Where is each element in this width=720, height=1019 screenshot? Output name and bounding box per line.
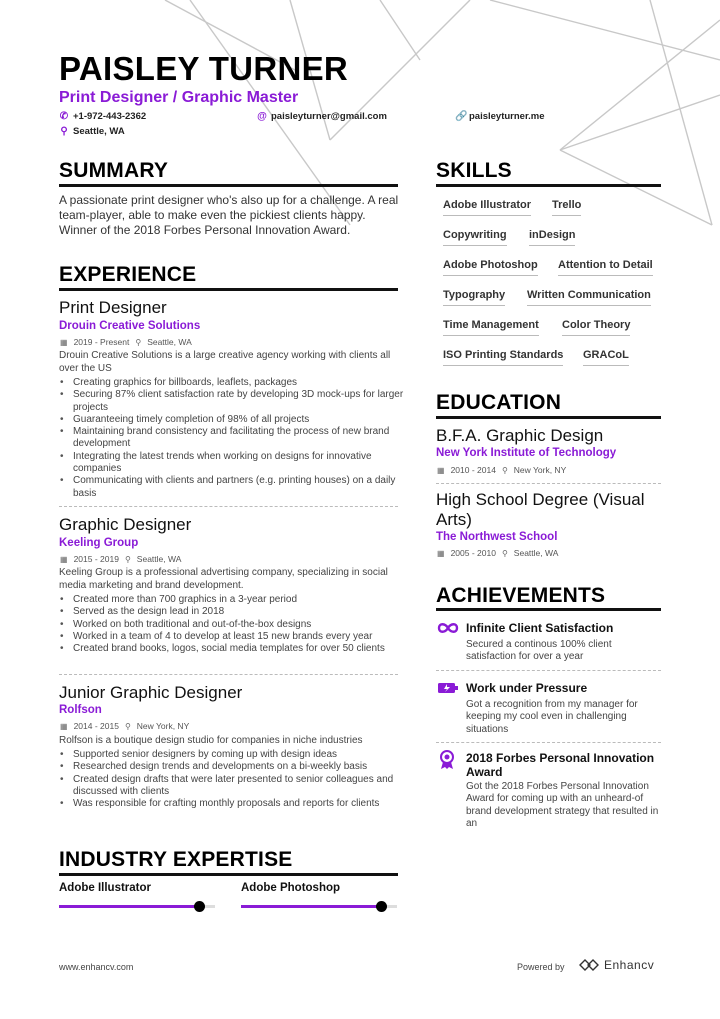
skill-tag: Written Communication <box>527 289 651 306</box>
infinity-icon <box>437 622 459 634</box>
job-bullet: • Created brand books, logos, social media templates for over 50 clients <box>59 643 404 655</box>
expertise-bar-fill <box>59 905 199 908</box>
divider <box>59 674 398 675</box>
education-location: Seattle, WA <box>513 548 559 558</box>
job-meta <box>60 337 192 347</box>
expertise-bar <box>241 905 397 908</box>
enhancv-logo-icon <box>578 958 600 972</box>
job-description: Rolfson is a boutique design studio for companies in niche industries <box>59 735 363 746</box>
calendar-icon: ▦ <box>60 721 68 731</box>
job-title: Junior Graphic Designer <box>59 683 243 702</box>
candidate-title: Print Designer / Graphic Master <box>59 89 299 106</box>
skill-tag: Attention to Detail <box>558 259 653 276</box>
calendar-icon: ▦ <box>60 554 68 564</box>
job-title: Graphic Designer <box>59 515 192 534</box>
skill-tag: Typography <box>443 289 505 306</box>
job-bullets <box>59 377 404 500</box>
education-degree: High School Degree (Visual Arts) <box>436 490 645 529</box>
job-bullets <box>59 749 404 810</box>
achievements-heading: ACHIEVEMENTS <box>436 584 606 607</box>
achievement-title: 2018 Forbes Personal Innovation Award <box>466 751 655 779</box>
job-bullet: • Creating graphics for billboards, leaflets, packages <box>59 377 404 389</box>
location-contact <box>59 126 125 137</box>
industry-heading: INDUSTRY EXPERTISE <box>59 848 293 871</box>
expertise-bar <box>59 905 215 908</box>
skill-tag: Color Theory <box>562 319 630 336</box>
location-pin-icon: ⚲ <box>135 337 142 347</box>
achievements-rule <box>436 608 661 611</box>
expertise-bar-knob <box>194 901 205 912</box>
job-dates: 2019 - Present <box>73 337 130 347</box>
phone-text: +1-972-443-2362 <box>73 111 147 122</box>
achievement-text: Got the 2018 Forbes Personal Innovation Award for coming up with an unheard-of brand development strategy that resulted in an <box>466 781 659 829</box>
job-bullet: • Worked in a team of 4 to develop at least 15 new brands every year <box>59 631 404 643</box>
summary-text: A passionate print designer who's also up for a challenge. A real team-player, able to make even the pickiest clients happy. Winner of the 2018 Forbes Personal Innovation Award. <box>59 193 399 237</box>
footer-brand-text: Enhancv <box>604 958 655 972</box>
job-bullet: • Created more than 700 graphics in a 3-year period <box>59 594 404 606</box>
expertise-label: Adobe Illustrator <box>59 882 152 894</box>
job-company: Keeling Group <box>59 537 139 549</box>
experience-rule <box>59 288 398 291</box>
email-contact[interactable] <box>257 111 387 122</box>
job-bullet: • Worked on both traditional and out-of-the-box designs <box>59 619 404 631</box>
calendar-icon: ▦ <box>437 465 445 475</box>
divider <box>436 483 661 484</box>
calendar-icon: ▦ <box>437 548 445 558</box>
job-location: Seattle, WA <box>147 337 192 347</box>
job-company: Rolfson <box>59 704 102 716</box>
job-bullet: • Guaranteeing timely completion of 98% of all projects <box>59 414 404 426</box>
education-meta <box>437 465 566 475</box>
phone-icon: ✆ <box>59 111 69 122</box>
skill-tag: GRACoL <box>583 349 629 366</box>
skill-tag: Adobe Illustrator <box>443 199 531 216</box>
education-location: New York, NY <box>513 465 567 475</box>
job-description: Drouin Creative Solutions is a large creative agency working with clients all over the US <box>59 350 391 374</box>
summary-heading: SUMMARY <box>59 159 169 182</box>
job-bullet: • Maintaining brand consistency and facilitating the process of new brand development <box>59 426 404 451</box>
job-company: Drouin Creative Solutions <box>59 320 201 332</box>
phone-contact <box>59 111 146 122</box>
skill-tag: Adobe Photoshop <box>443 259 538 276</box>
job-bullets <box>59 594 404 655</box>
expertise-label: Adobe Photoshop <box>241 882 341 894</box>
link-icon: 🔗 <box>455 111 468 122</box>
job-meta <box>60 721 189 731</box>
background-decoration <box>0 0 720 300</box>
job-dates: 2014 - 2015 <box>73 721 119 731</box>
industry-rule <box>59 873 398 876</box>
footer-website[interactable]: www.enhancv.com <box>59 962 134 972</box>
location-text: Seattle, WA <box>73 126 125 137</box>
job-bullet: • Integrating the latest trends when working on designs for innovative companies <box>59 451 404 476</box>
job-bullet: • Served as the design lead in 2018 <box>59 606 404 618</box>
divider <box>436 670 661 671</box>
experience-heading: EXPERIENCE <box>59 263 197 286</box>
education-school: New York Institute of Technology <box>436 447 617 459</box>
divider <box>59 506 398 507</box>
job-bullet: • Researched design trends and developments on a bi-weekly basis <box>59 761 404 773</box>
expertise-bar-knob <box>376 901 387 912</box>
website-text[interactable]: paisleyturner.me <box>469 111 545 122</box>
skill-tag: Time Management <box>443 319 539 336</box>
location-pin-icon: ⚲ <box>501 548 508 558</box>
footer-brand[interactable] <box>578 958 654 972</box>
job-description: Keeling Group is a professional advertising company, specializing in social media marketing and brand development. <box>59 567 388 591</box>
skill-tag: Trello <box>552 199 581 216</box>
summary-rule <box>59 184 398 187</box>
achievement-title: Work under Pressure <box>466 681 588 695</box>
expertise-bar-fill <box>241 905 381 908</box>
achievement-text: Got a recognition from my manager for keeping my cool even in challenging situations <box>466 699 638 735</box>
location-pin-icon: ⚲ <box>124 554 131 564</box>
skills-rule <box>436 184 661 187</box>
job-bullet: • Securing 87% client satisfaction rate by developing 3D mock-ups for larger projects <box>59 389 404 414</box>
job-bullet: • Created design drafts that were later presented to senior colleagues and discussed with clients <box>59 774 404 799</box>
email-text[interactable]: paisleyturner@gmail.com <box>271 111 387 122</box>
achievement-title: Infinite Client Satisfaction <box>466 621 614 635</box>
skill-tag: ISO Printing Standards <box>443 349 563 366</box>
calendar-icon: ▦ <box>60 337 68 347</box>
footer-powered-by: Powered by <box>517 962 565 972</box>
education-dates: 2010 - 2014 <box>450 465 496 475</box>
job-location: Seattle, WA <box>136 554 182 564</box>
job-location: New York, NY <box>136 721 190 731</box>
education-school: The Northwest School <box>436 531 558 543</box>
website-contact[interactable] <box>455 111 545 122</box>
candidate-name: PAISLEY TURNER <box>59 50 349 87</box>
education-rule <box>436 416 661 419</box>
location-pin-icon: ⚲ <box>124 721 131 731</box>
job-bullet: • Supported senior designers by coming up with design ideas <box>59 749 404 761</box>
job-dates: 2015 - 2019 <box>73 554 119 564</box>
job-meta <box>60 554 181 564</box>
award-ribbon-icon <box>439 750 455 770</box>
at-icon: @ <box>257 111 267 122</box>
skills-heading: SKILLS <box>436 159 512 182</box>
education-heading: EDUCATION <box>436 391 562 414</box>
achievement-text: Secured a continous 100% client satisfaction for over a year <box>466 639 612 663</box>
skill-tag: Copywriting <box>443 229 507 246</box>
location-pin-icon: ⚲ <box>501 465 508 475</box>
divider <box>436 742 661 743</box>
education-degree: B.F.A. Graphic Design <box>436 426 604 445</box>
education-dates: 2005 - 2010 <box>450 548 496 558</box>
location-pin-icon: ⚲ <box>60 126 68 137</box>
skill-tag: inDesign <box>529 229 575 246</box>
job-bullet: • Communicating with clients and partners (e.g. printing houses) on a daily basis <box>59 475 404 500</box>
job-title: Print Designer <box>59 298 167 317</box>
education-meta <box>437 548 558 558</box>
battery-icon <box>437 682 459 694</box>
job-bullet: • Was responsible for crafting monthly proposals and reports for clients <box>59 798 404 810</box>
